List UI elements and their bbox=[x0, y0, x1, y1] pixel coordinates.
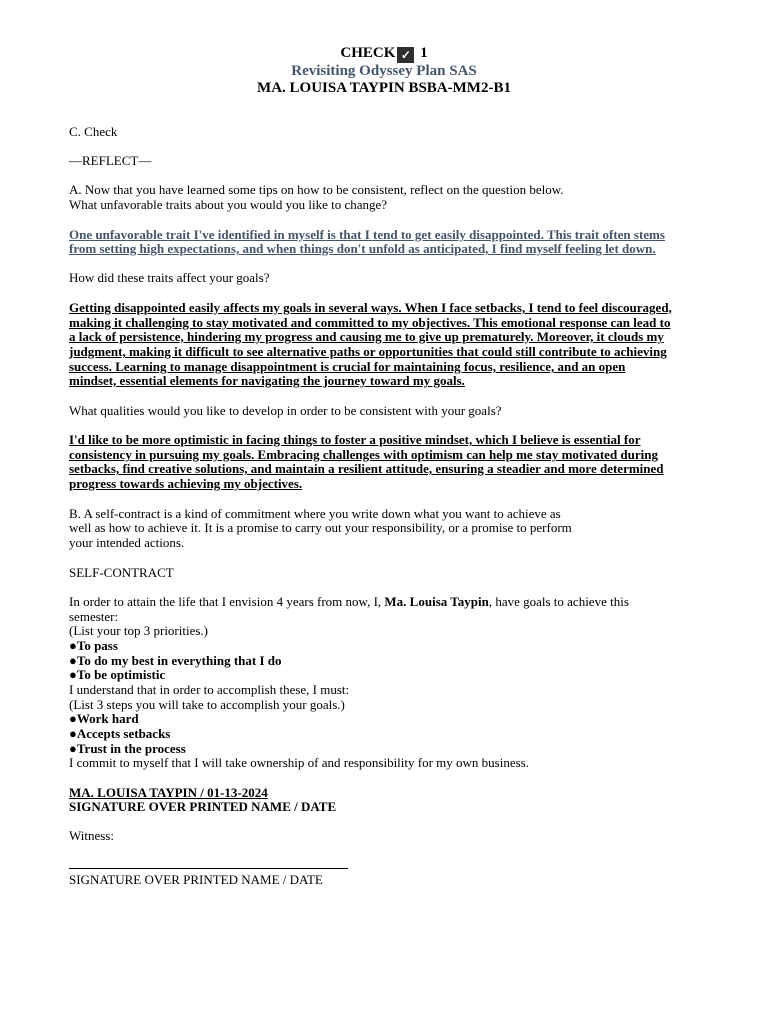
attain-statement bbox=[69, 594, 629, 609]
answer-2-line: success. Learning to manage disappointment is crucial for maintaining focus, resilience, and an open bbox=[69, 359, 626, 374]
signer-name-date: MA. LOUISA TAYPIN / 01-13-2024 bbox=[69, 785, 268, 800]
part-b-intro-line: well as how to achieve it. It is a promise to carry out your responsibility, or a promise to perform bbox=[69, 520, 572, 535]
check-title bbox=[0, 45, 768, 63]
part-a-intro-line: A. Now that you have learned some tips on how to be consistent, reflect on the question below. bbox=[69, 182, 564, 197]
question-1: What unfavorable traits about you would you like to change? bbox=[69, 197, 388, 212]
answer-3-line: I'd like to be more optimistic in facing things to foster a positive mindset, which I believe is essential for bbox=[69, 432, 641, 447]
step-item: ●Trust in the process bbox=[69, 741, 186, 756]
student-name-heading: MA. LOUISA TAYPIN BSBA-MM2-B1 bbox=[257, 80, 511, 96]
answer-2-line: Getting disappointed easily affects my goals in several ways. When I face setbacks, I tend to feel discouraged, bbox=[69, 300, 672, 315]
answer-2-line: mindset, essential elements for navigating the journey toward my goals. bbox=[69, 373, 465, 388]
answer-3-line: setbacks, find creative solutions, and maintain a resilient attitude, ensuring a steadier and more determined bbox=[69, 461, 664, 476]
attain-statement-cont: semester: bbox=[69, 609, 119, 624]
answer-2-line: a lack of persistence, hindering my progress and causing me to give up prematurely. Moreover, it clouds my bbox=[69, 329, 664, 344]
priority-item: ●To be optimistic bbox=[69, 667, 166, 682]
attain-prefix: In order to attain the life that I envision 4 years from now, I, bbox=[69, 594, 385, 609]
doc-subtitle: Revisiting Odyssey Plan SAS bbox=[291, 63, 477, 79]
question-3: What qualities would you like to develop in order to be consistent with your goals? bbox=[69, 403, 502, 418]
check-number: 1 bbox=[420, 45, 428, 61]
commit-statement: I commit to myself that I will take ownership of and responsibility for my own business. bbox=[69, 755, 529, 770]
contract-name: Ma. Louisa Taypin bbox=[384, 594, 489, 609]
step-item: ●Work hard bbox=[69, 711, 139, 726]
reflect-heading: —REFLECT— bbox=[69, 153, 152, 168]
priority-item: ●To pass bbox=[69, 638, 118, 653]
checkmark-icon: ✓ bbox=[397, 47, 414, 63]
witness-caption: SIGNATURE OVER PRINTED NAME / DATE bbox=[69, 872, 323, 887]
answer-3-line: consistency in pursuing my goals. Embracing challenges with optimism can help me stay motivated during bbox=[69, 447, 659, 462]
answer-1-line: One unfavorable trait I've identified in myself is that I tend to get easily disappointed. This trait often stems bbox=[69, 227, 665, 242]
attain-suffix: , have goals to achieve this bbox=[488, 594, 629, 609]
signer-caption: SIGNATURE OVER PRINTED NAME / DATE bbox=[69, 799, 337, 814]
part-b-intro-line: your intended actions. bbox=[69, 535, 185, 550]
answer-2-line: making it challenging to stay motivated and committed to my objectives. This emotional response can lead to bbox=[69, 315, 671, 330]
check-title-text: CHECK bbox=[340, 45, 396, 61]
answer-3-line: progress towards achieving my objectives. bbox=[69, 476, 303, 491]
self-contract-title: SELF-CONTRACT bbox=[69, 565, 174, 580]
step-item: ●Accepts setbacks bbox=[69, 726, 171, 741]
section-c-label: C. Check bbox=[69, 124, 118, 139]
answer-1-line: from setting high expectations, and when things don't unfold as anticipated, I find myself feeling let down. bbox=[69, 241, 656, 256]
priorities-note: (List your top 3 priorities.) bbox=[69, 623, 209, 638]
part-b-intro-line: B. A self-contract is a kind of commitment where you write down what you want to achieve as bbox=[69, 506, 561, 521]
steps-note: (List 3 steps you will take to accomplish your goals.) bbox=[69, 697, 345, 712]
priority-item: ●To do my best in everything that I do bbox=[69, 653, 282, 668]
witness-label: Witness: bbox=[69, 828, 114, 843]
question-2: How did these traits affect your goals? bbox=[69, 270, 270, 285]
understand-statement: I understand that in order to accomplish these, I must: bbox=[69, 682, 350, 697]
answer-2-line: judgment, making it difficult to see alternative paths or opportunities that could still contribute to achieving bbox=[69, 344, 667, 359]
witness-signature-line bbox=[69, 868, 348, 869]
